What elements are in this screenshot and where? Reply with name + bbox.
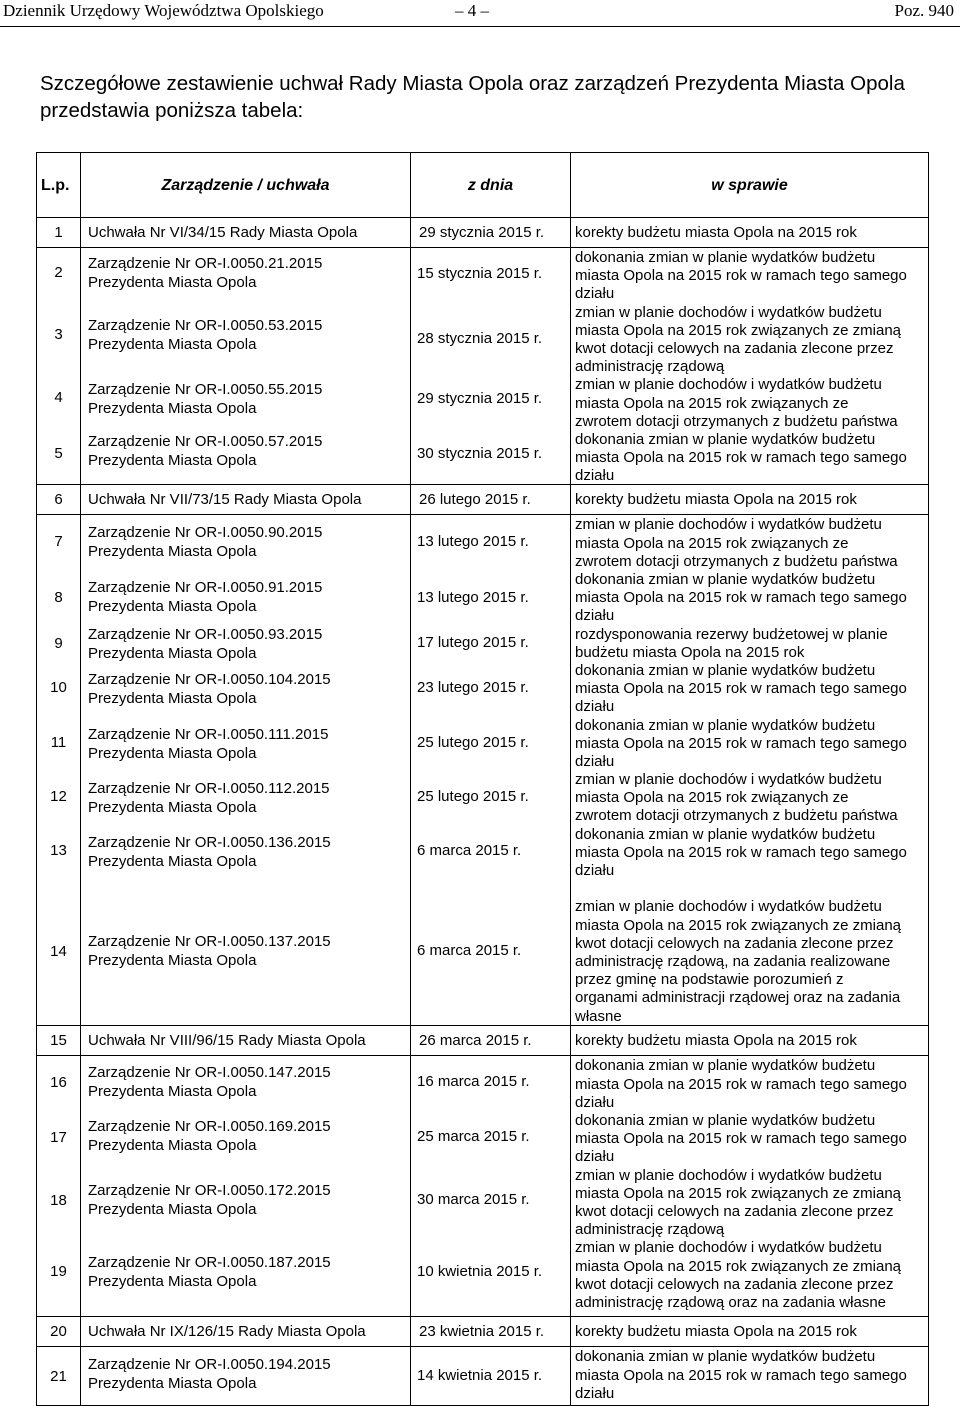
decree-date: 13 lutego 2015 r.	[417, 533, 529, 551]
subject-line: działu	[575, 285, 615, 303]
subject-line: miasta Opola na 2015 rok w ramach tego samego	[575, 1366, 907, 1384]
decree-entry	[81, 1117, 410, 1155]
table-header-row	[37, 153, 929, 218]
decree-author: Prezydenta Miasta Opola	[88, 799, 257, 817]
resolution-date: 26 lutego 2015 r.	[411, 485, 571, 515]
header-date: z dnia	[411, 153, 571, 218]
decree-title: Zarządzenie Nr OR-I.0050.187.2015	[88, 1254, 331, 1272]
decree-date: 6 marca 2015 r.	[417, 842, 522, 860]
decree-entry	[81, 254, 410, 292]
decree-date: 23 lutego 2015 r.	[417, 679, 529, 697]
subject-line: administrację rządową	[575, 1221, 725, 1239]
page-number: – 4 –	[455, 1, 489, 20]
decree-author: Prezydenta Miasta Opola	[88, 598, 257, 616]
subject-line: działu	[575, 698, 615, 716]
resolution-subject: korekty budżetu miasta Opola na 2015 rok	[571, 485, 929, 515]
subject-line: zmian w planie dochodów i wydatków budżetu	[575, 376, 882, 394]
name-cell	[81, 1347, 411, 1406]
subject-line: zwrotem dotacji otrzymanych z budżetu państwa	[575, 807, 898, 825]
subject-lines	[571, 1056, 928, 1311]
subject-line: zwrotem dotacji otrzymanych z budżetu państwa	[575, 412, 898, 430]
decree-date: 30 stycznia 2015 r.	[417, 445, 543, 462]
row-number: 13	[50, 842, 67, 860]
subject-line: działu	[575, 1148, 615, 1166]
decree-entry	[81, 523, 410, 561]
row-number: 10	[50, 679, 67, 697]
date-cell	[411, 248, 571, 485]
subject-line: zmian w planie dochodów i wydatków budżetu	[575, 898, 882, 916]
subject-line: działu	[575, 607, 615, 625]
subject-line: administrację rządową, na zadania realizowane	[575, 952, 891, 970]
subject-line: rozdysponowania rezerwy budżetowej w planie	[575, 625, 888, 643]
header-subject: w sprawie	[571, 153, 929, 218]
decree-author: Prezydenta Miasta Opola	[88, 543, 257, 561]
row-number: 14	[50, 943, 67, 961]
name-cell	[81, 515, 411, 1026]
decree-date: 25 marca 2015 r.	[417, 1128, 530, 1146]
resolution-date: 23 kwietnia 2015 r.	[411, 1317, 571, 1347]
number-cell	[37, 248, 81, 485]
decree-title: Zarządzenie Nr OR-I.0050.136.2015	[88, 834, 331, 852]
decree-entry	[81, 316, 410, 354]
decree-entry	[81, 1355, 410, 1393]
subject-line: miasta Opola na 2015 rok w ramach tego samego	[575, 680, 907, 698]
row-number: 8	[54, 589, 63, 607]
row-number: 16	[50, 1074, 67, 1092]
decree-title: Zarządzenie Nr OR-I.0050.91.2015	[88, 579, 323, 597]
subject-line: miasta Opola na 2015 rok związanych ze zmianą	[575, 1257, 902, 1275]
subject-line: miasta Opola na 2015 rok w ramach tego samego	[575, 1075, 907, 1093]
subject-line: zwrotem dotacji otrzymanych z budżetu państwa	[575, 552, 898, 570]
header-lp: L.p.	[37, 153, 81, 218]
table-row	[37, 218, 929, 248]
decree-entry	[81, 625, 410, 663]
decree-title: Zarządzenie Nr OR-I.0050.21.2015	[88, 255, 323, 272]
decree-author: Prezydenta Miasta Opola	[88, 1375, 257, 1393]
decree-title: Zarządzenie Nr OR-I.0050.194.2015	[88, 1356, 331, 1374]
decree-title: Zarządzenie Nr OR-I.0050.90.2015	[88, 524, 323, 542]
subject-line: kwot dotacji celowych na zadania zlecone przez	[575, 934, 894, 952]
name-cell	[81, 1056, 411, 1317]
decree-author: Prezydenta Miasta Opola	[88, 1201, 257, 1219]
subject-line	[575, 879, 922, 897]
subject-line: miasta Opola na 2015 rok związanych ze zmianą	[575, 1184, 902, 1202]
subject-line: kwot dotacji celowych na zadania zlecone przez	[575, 339, 894, 357]
table-row-group	[37, 1347, 929, 1406]
subject-line: zmian w planie dochodów i wydatków budżetu	[575, 303, 882, 321]
row-number: 12	[50, 788, 67, 806]
date-cell	[411, 515, 571, 1026]
subject-line: zmian w planie dochodów i wydatków budżetu	[575, 771, 882, 789]
decree-entry	[81, 670, 410, 708]
decree-entry	[81, 432, 410, 470]
resolution-name: Uchwała Nr VIII/96/15 Rady Miasta Opola	[81, 1026, 411, 1056]
subject-line: dokonania zmian w planie wydatków budżetu	[575, 716, 876, 734]
subject-line: organami administracji rządowej oraz na zadania	[575, 989, 901, 1007]
subject-line: administrację rządową	[575, 358, 725, 376]
subject-line: kwot dotacji celowych na zadania zlecone przez	[575, 1202, 894, 1220]
subject-line: działu	[575, 1093, 615, 1111]
row-number: 18	[50, 1192, 67, 1210]
decree-title: Zarządzenie Nr OR-I.0050.55.2015	[88, 381, 323, 398]
subject-line: działu	[575, 752, 615, 770]
resolution-subject: korekty budżetu miasta Opola na 2015 rok	[571, 218, 929, 248]
decree-title: Zarządzenie Nr OR-I.0050.111.2015	[88, 726, 329, 744]
subject-line: budżetu miasta Opola na 2015 rok	[575, 643, 805, 661]
row-number: 21	[50, 1368, 67, 1386]
subject-lines	[571, 248, 928, 484]
page-header	[0, 0, 960, 28]
header-name: Zarządzenie / uchwała	[81, 153, 411, 218]
subject-line: zmian w planie dochodów i wydatków budżetu	[575, 1239, 882, 1257]
row-number: 7	[54, 533, 63, 551]
row-number: 4	[54, 389, 63, 406]
decree-entry	[81, 380, 410, 418]
decree-title: Zarządzenie Nr OR-I.0050.53.2015	[88, 317, 323, 334]
decree-date: 29 stycznia 2015 r.	[417, 390, 543, 407]
subject-line: dokonania zmian w planie wydatków budżetu	[575, 1057, 876, 1075]
subject-cell	[571, 248, 929, 485]
decree-date: 30 marca 2015 r.	[417, 1191, 530, 1209]
header-rule	[0, 26, 960, 27]
decree-author: Prezydenta Miasta Opola	[88, 336, 257, 353]
decree-date: 16 marca 2015 r.	[417, 1073, 530, 1091]
row-number: 11	[50, 734, 67, 752]
subject-lines	[571, 515, 928, 1024]
row-number: 9	[54, 635, 63, 653]
intro-paragraph: Szczegółowe zestawienie uchwał Rady Miasta Opola oraz zarządzeń Prezydenta Miasta Opola przedstawia poniższa tabela:	[40, 72, 905, 122]
decree-title: Zarządzenie Nr OR-I.0050.137.2015	[88, 933, 331, 951]
row-number: 19	[50, 1263, 67, 1281]
decree-date: 6 marca 2015 r.	[417, 942, 522, 960]
row-number: 6	[37, 485, 81, 515]
subject-cell	[571, 515, 929, 1026]
subject-line: miasta Opola na 2015 rok w ramach tego samego	[575, 267, 907, 285]
subject-line: dokonania zmian w planie wydatków budżetu	[575, 571, 876, 588]
subject-line: miasta Opola na 2015 rok związanych ze zmianą	[575, 916, 902, 934]
subject-line: miasta Opola na 2015 rok w ramach tego samego	[575, 1130, 907, 1148]
decree-author: Prezydenta Miasta Opola	[88, 952, 257, 970]
decree-title: Zarządzenie Nr OR-I.0050.172.2015	[88, 1182, 331, 1200]
subject-line: własne	[575, 1007, 622, 1025]
decree-entry	[81, 1253, 410, 1291]
resolution-name: Uchwała Nr VI/34/15 Rady Miasta Opola	[81, 218, 411, 248]
subject-line: dokonania zmian w planie wydatków budżetu	[575, 249, 876, 266]
table-row-group	[37, 1056, 929, 1317]
decree-author: Prezydenta Miasta Opola	[88, 645, 257, 663]
table-row	[37, 485, 929, 515]
row-number: 17	[50, 1129, 67, 1147]
subject-line: zmian w planie dochodów i wydatków budżetu	[575, 516, 882, 534]
decree-title: Zarządzenie Nr OR-I.0050.147.2015	[88, 1064, 331, 1082]
name-cell	[81, 248, 411, 485]
number-cell	[37, 1347, 81, 1406]
decree-date: 25 lutego 2015 r.	[417, 788, 529, 806]
subject-line: dokonania zmian w planie wydatków budżetu	[575, 430, 876, 448]
subject-line: miasta Opola na 2015 rok w ramach tego samego	[575, 734, 907, 752]
row-number: 5	[54, 445, 63, 462]
decree-entry	[81, 833, 410, 871]
subject-line: działu	[575, 862, 615, 879]
table-row-group	[37, 515, 929, 1026]
row-number: 20	[37, 1317, 81, 1347]
subject-line: przez gminę na podstawie porozumień z	[575, 971, 844, 989]
decree-date: 28 stycznia 2015 r.	[417, 330, 543, 347]
resolution-date: 26 marca 2015 r.	[411, 1026, 571, 1056]
subject-line: dokonania zmian w planie wydatków budżetu	[575, 1112, 876, 1129]
decree-entry	[81, 779, 410, 817]
date-cell	[411, 1347, 571, 1406]
decree-date: 10 kwietnia 2015 r.	[417, 1263, 543, 1281]
decree-author: Prezydenta Miasta Opola	[88, 745, 257, 763]
decree-title: Zarządzenie Nr OR-I.0050.93.2015	[88, 626, 323, 644]
row-number: 1	[37, 218, 81, 248]
subject-line: działu	[575, 1384, 615, 1402]
subject-line: miasta Opola na 2015 rok w ramach tego samego	[575, 843, 907, 861]
table-row	[37, 1026, 929, 1056]
subject-cell	[571, 1056, 929, 1317]
subject-line: dokonania zmian w planie wydatków budżetu	[575, 661, 876, 679]
number-cell	[37, 515, 81, 1026]
decree-title: Zarządzenie Nr OR-I.0050.112.2015	[88, 780, 330, 798]
subject-line: miasta Opola na 2015 rok w ramach tego samego	[575, 589, 907, 607]
row-number: 3	[54, 326, 63, 343]
decree-entry	[81, 1063, 410, 1101]
decree-entry	[81, 725, 410, 763]
resolution-subject: korekty budżetu miasta Opola na 2015 rok	[571, 1317, 929, 1347]
subject-line: kwot dotacji celowych na zadania zlecone przez	[575, 1275, 894, 1293]
decree-author: Prezydenta Miasta Opola	[88, 274, 257, 291]
subject-cell	[571, 1347, 929, 1406]
resolution-name: Uchwała Nr VII/73/15 Rady Miasta Opola	[81, 485, 411, 515]
subject-line: miasta Opola na 2015 rok związanych ze zmianą	[575, 321, 902, 339]
subject-line: dokonania zmian w planie wydatków budżetu	[575, 1348, 876, 1366]
row-number: 15	[37, 1026, 81, 1056]
decree-author: Prezydenta Miasta Opola	[88, 1273, 257, 1291]
subject-line: dokonania zmian w planie wydatków budżetu	[575, 825, 876, 843]
decree-title: Zarządzenie Nr OR-I.0050.104.2015	[88, 671, 331, 689]
subject-line: miasta Opola na 2015 rok związanych ze	[575, 534, 849, 552]
number-cell	[37, 1056, 81, 1317]
decree-date: 14 kwietnia 2015 r.	[417, 1367, 543, 1385]
subject-line: miasta Opola na 2015 rok związanych ze	[575, 789, 849, 807]
resolution-subject: korekty budżetu miasta Opola na 2015 rok	[571, 1026, 929, 1056]
subject-line: administrację rządową oraz na zadania własne	[575, 1293, 887, 1311]
resolution-name: Uchwała Nr IX/126/15 Rady Miasta Opola	[81, 1317, 411, 1347]
date-cell	[411, 1056, 571, 1317]
decree-author: Prezydenta Miasta Opola	[88, 853, 257, 871]
decree-author: Prezydenta Miasta Opola	[88, 690, 257, 708]
decree-title: Zarządzenie Nr OR-I.0050.169.2015	[88, 1118, 331, 1136]
subject-line: miasta Opola na 2015 rok w ramach tego samego	[575, 449, 907, 467]
table-row-group	[37, 248, 929, 485]
subject-line: zmian w planie dochodów i wydatków budżetu	[575, 1166, 882, 1184]
subject-lines	[571, 1347, 928, 1402]
decree-entry	[81, 578, 410, 616]
decree-author: Prezydenta Miasta Opola	[88, 1083, 257, 1101]
decree-entry	[81, 1181, 410, 1219]
decree-date: 17 lutego 2015 r.	[417, 634, 529, 652]
subject-line: miasta Opola na 2015 rok związanych ze	[575, 394, 849, 412]
decree-author: Prezydenta Miasta Opola	[88, 1137, 257, 1155]
table-row	[37, 1317, 929, 1347]
decree-date: 15 stycznia 2015 r.	[417, 265, 543, 282]
decree-date: 13 lutego 2015 r.	[417, 589, 529, 607]
position-number: Poz. 940	[894, 1, 954, 20]
row-number: 2	[54, 264, 63, 281]
decree-title: Zarządzenie Nr OR-I.0050.57.2015	[88, 433, 323, 450]
subject-line: działu	[575, 467, 615, 485]
decree-author: Prezydenta Miasta Opola	[88, 400, 257, 417]
resolution-date: 29 stycznia 2015 r.	[411, 218, 571, 248]
decree-entry	[81, 932, 410, 970]
decree-date: 25 lutego 2015 r.	[417, 734, 529, 752]
decree-author: Prezydenta Miasta Opola	[88, 452, 257, 469]
resolutions-table	[36, 152, 929, 1406]
journal-title: Dziennik Urzędowy Województwa Opolskiego	[3, 1, 324, 20]
